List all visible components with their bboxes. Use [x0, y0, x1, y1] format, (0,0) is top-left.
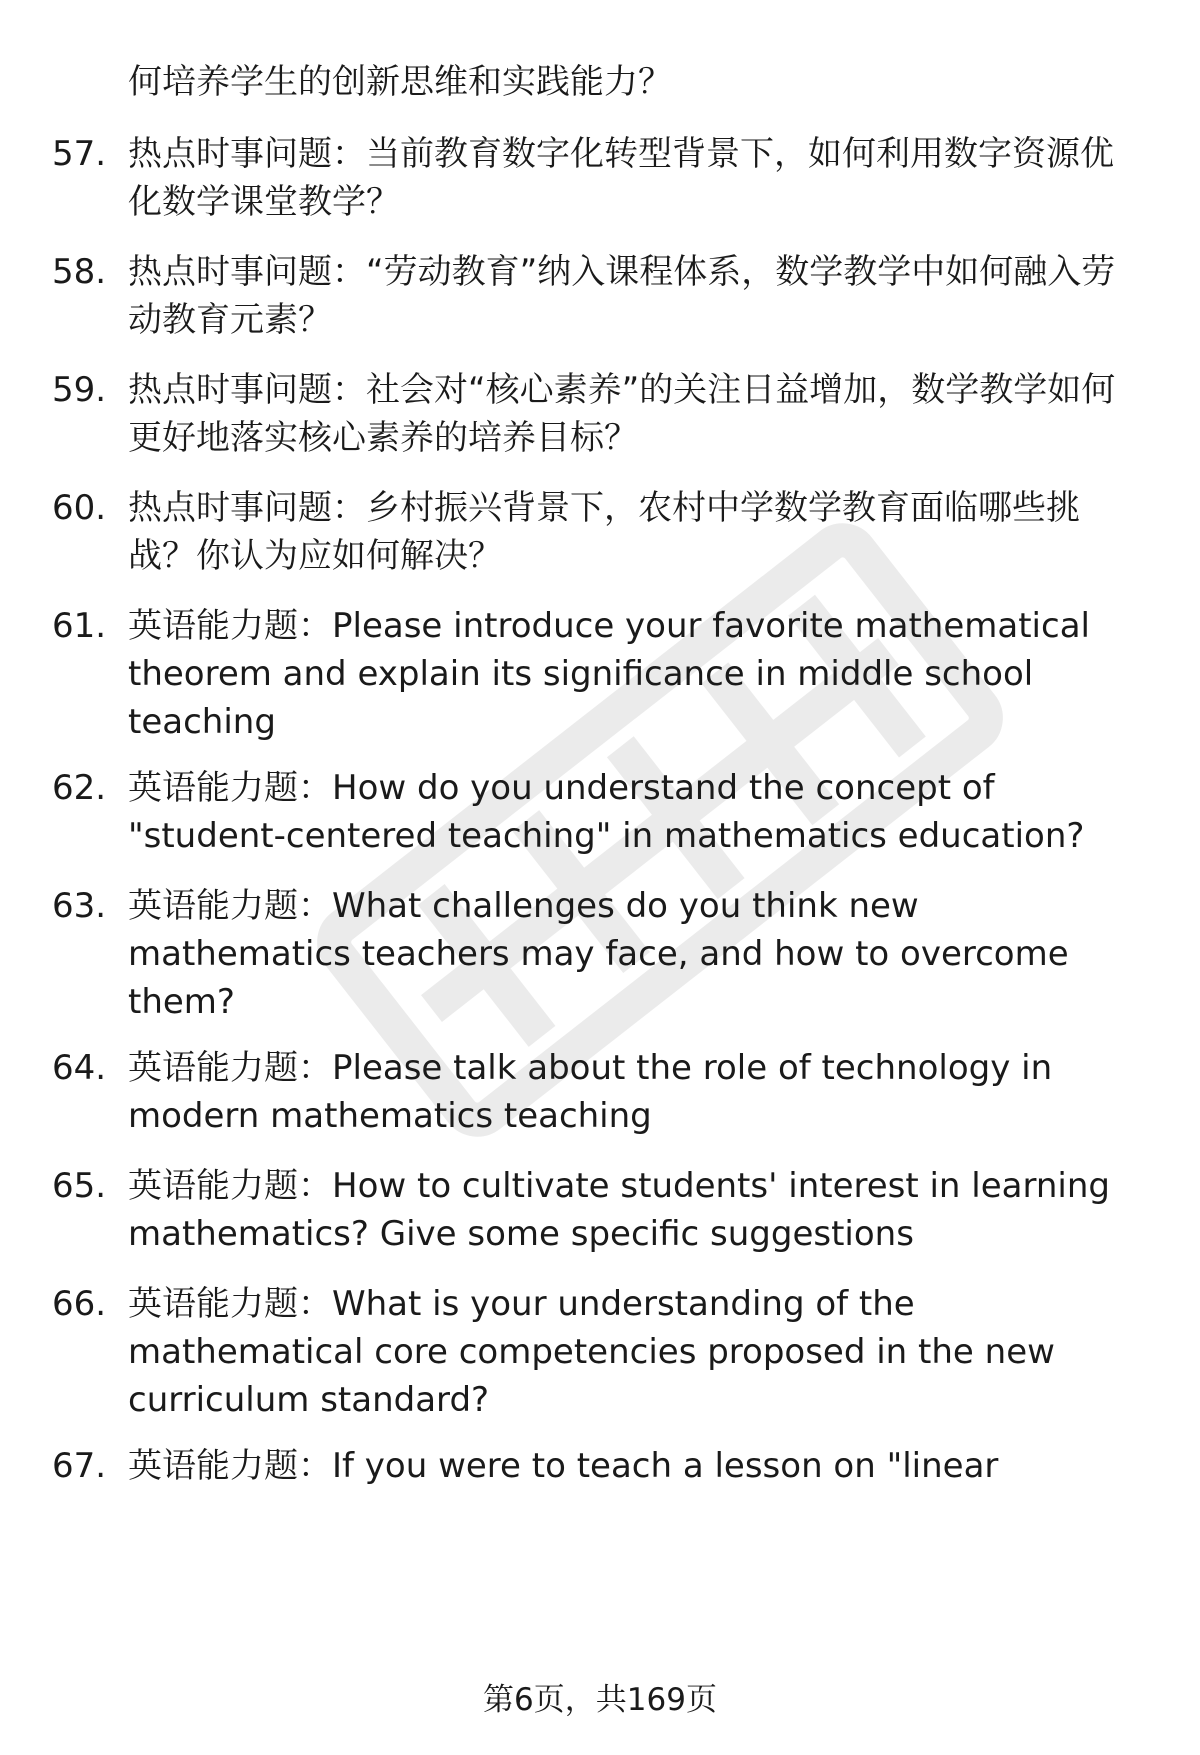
item-text: 英语能力题：If you were to teach a lesson on "linear [128, 1446, 999, 1486]
item-number: 61. [52, 606, 107, 646]
item-text: 英语能力题：How do you understand the concept of "student-centered teaching" in mathematics education? [128, 768, 1085, 856]
continued-question-text: 何培养学生的创新思维和实践能力？ [128, 62, 672, 102]
item-text: 热点时事问题：“劳动教育”纳入课程体系，数学教学中如何融入劳动教育元素？ [128, 252, 1116, 340]
item-text: 热点时事问题：当前教育数字化转型背景下，如何利用数字资源优化数学课堂教学？ [128, 134, 1114, 222]
item-number: 65. [52, 1166, 107, 1206]
item-text: 英语能力题：What is your understanding of the mathematical core competencies proposed in the new curriculum standard? [128, 1284, 1055, 1420]
item-text: 英语能力题：Please talk about the role of technology in modern mathematics teaching [128, 1048, 1053, 1136]
item-text: 英语能力题：Please introduce your favorite mathematical theorem and explain its significance in middle school teaching [128, 606, 1090, 742]
item-text: 热点时事问题：乡村振兴背景下，农村中学数学教育面临哪些挑战？你认为应如何解决？ [128, 488, 1080, 576]
page-footer: 第6页，共169页 [483, 1682, 717, 1718]
item-number: 63. [52, 886, 107, 926]
item-number: 60. [52, 488, 107, 528]
item-number: 66. [52, 1284, 107, 1324]
item-number: 67. [52, 1446, 107, 1486]
item-number: 62. [52, 768, 107, 808]
item-number: 64. [52, 1048, 107, 1088]
item-text: 热点时事问题：社会对“核心素养”的关注日益增加，数学教学如何更好地落实核心素养的培养目标？ [128, 370, 1116, 458]
item-text: 英语能力题：How to cultivate students' interest in learning mathematics? Give some specific suggestions [128, 1166, 1110, 1254]
item-number: 57. [52, 134, 107, 174]
item-text: 英语能力题：What challenges do you think new mathematics teachers may face, and how to overcome them? [128, 886, 1069, 1022]
item-number: 59. [52, 370, 107, 410]
item-number: 58. [52, 252, 107, 292]
